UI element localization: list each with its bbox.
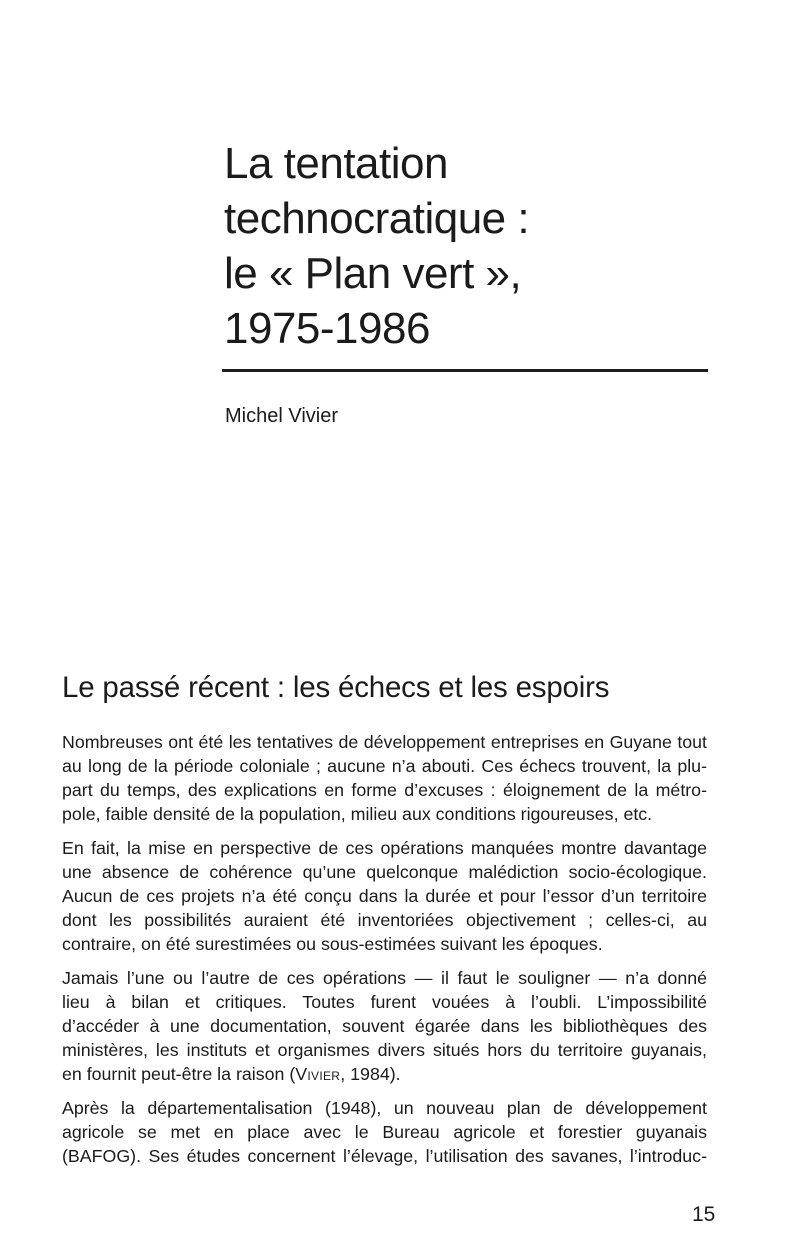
text-line: Après la départementalisation (1948), un nouveau plan de développement bbox=[62, 1098, 707, 1118]
paragraph bbox=[62, 836, 707, 956]
title-line: 1975-1986 bbox=[224, 304, 430, 353]
text-line: agricole se met en place avec le Bureau agricole et forestier guyanais bbox=[62, 1122, 707, 1142]
paragraph bbox=[62, 966, 707, 1086]
text-line: une absence de cohérence qu’une quelconque malédiction socio-écologique. bbox=[62, 862, 707, 882]
paragraph bbox=[62, 730, 707, 826]
text-line: contraire, on été surestimées ou sous-estimées suivant les époques. bbox=[62, 934, 603, 954]
text-line: pole, faible densité de la population, milieu aux conditions rigoureuses, etc. bbox=[62, 804, 653, 824]
title-line: La tentation bbox=[224, 139, 448, 188]
author-name: Michel Vivier bbox=[225, 405, 338, 427]
article-title bbox=[224, 136, 529, 356]
title-line: le « Plan vert », bbox=[224, 249, 522, 298]
title-line: technocratique : bbox=[224, 194, 530, 243]
paragraph bbox=[62, 1096, 707, 1168]
text-line: au long de la période coloniale ; aucune n’a abouti. Ces échecs trouvent, la plu- bbox=[62, 756, 707, 776]
text-line: Aucun de ces projets n’a été conçu dans la durée et pour l’essor d’un territoire bbox=[62, 886, 707, 906]
body-paragraphs bbox=[62, 730, 707, 1178]
title-rule bbox=[222, 369, 708, 372]
text-line: En fait, la mise en perspective de ces opérations manquées montre davantage bbox=[62, 838, 707, 858]
text-line: dont les possibilités auraient été inventoriées objectivement ; celles-ci, au bbox=[62, 910, 707, 930]
text-segment: en fournit peut-être la raison ( bbox=[62, 1064, 296, 1084]
text-line: d’accéder à une documentation, souvent égarée dans les bibliothèques des bbox=[62, 1016, 707, 1036]
page-number: 15 bbox=[692, 1203, 716, 1226]
text-line: part du temps, des explications en forme d’excuses : éloignement de la métro- bbox=[62, 780, 707, 800]
text-segment: , 1984). bbox=[340, 1064, 401, 1084]
text-line: ministères, les instituts et organismes divers situés hors du territoire guyanais, bbox=[62, 1040, 707, 1060]
text-line: (BAFOG). Ses études concernent l’élevage, l’utilisation des savanes, l’introduc- bbox=[62, 1146, 707, 1166]
text-line: Jamais l’une ou l’autre de ces opérations — il faut le souligner — n’a donné bbox=[62, 968, 707, 988]
text-line: lieu à bilan et critiques. Toutes furent vouées à l’oubli. L’impossibilité bbox=[62, 992, 707, 1012]
section-heading: Le passé récent : les échecs et les espoirs bbox=[62, 671, 610, 704]
text-line: Nombreuses ont été les tentatives de développement entreprises en Guyane tout bbox=[62, 732, 707, 752]
small-caps-citation: Vivier bbox=[295, 1064, 341, 1084]
text-line bbox=[62, 1062, 707, 1086]
